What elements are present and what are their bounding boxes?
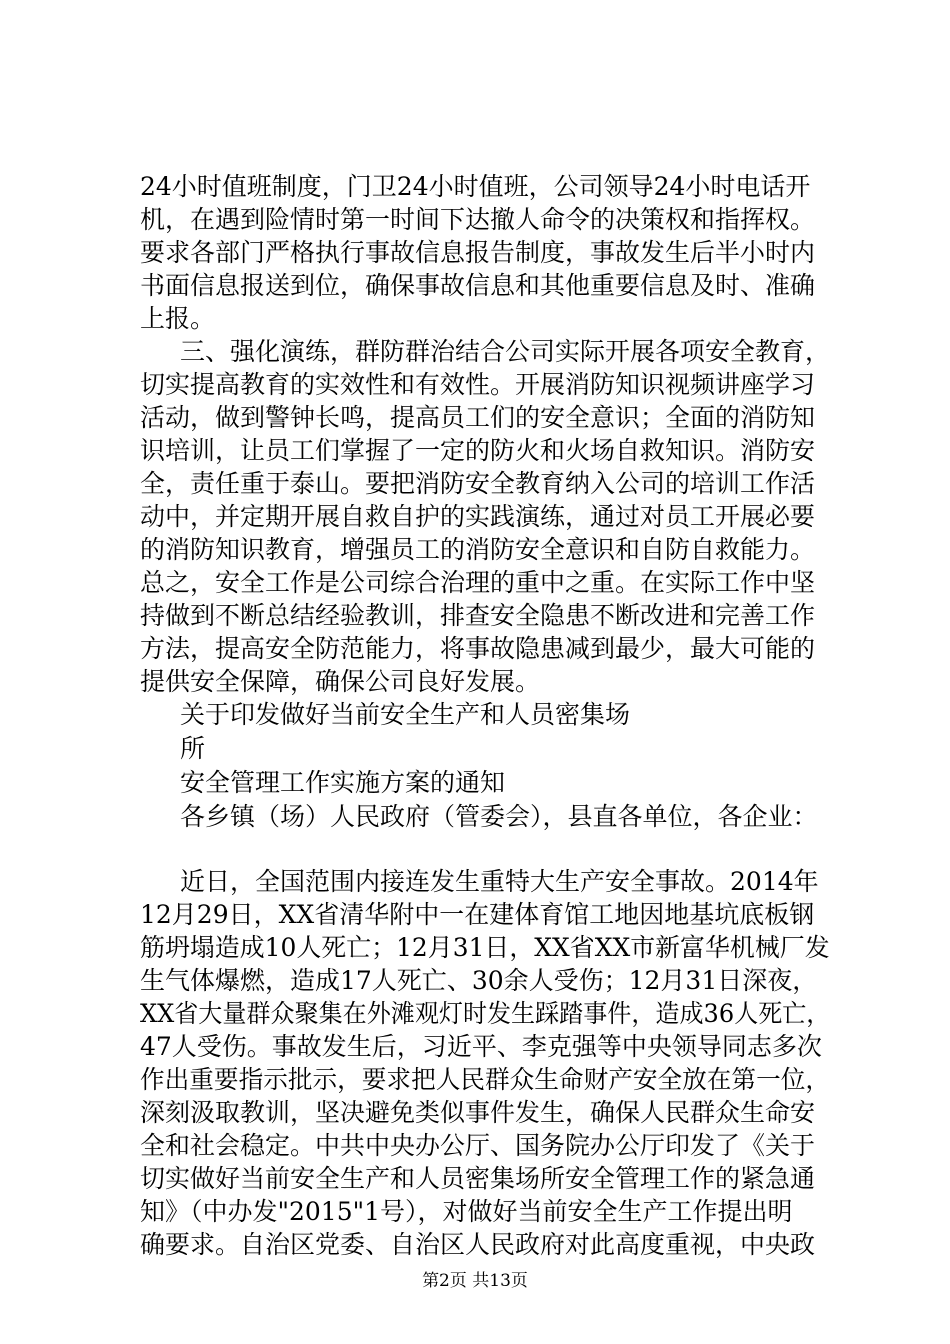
text-line: 要求各部门严格执行事故信息报告制度，事故发生后半小时内 bbox=[140, 238, 816, 267]
page-footer: 第2页 共13页 bbox=[422, 1271, 528, 1291]
text-line: 动中，并定期开展自救自护的实践演练，通过对员工开展必要 bbox=[140, 502, 816, 531]
text-line: 所 bbox=[180, 734, 206, 763]
text-line: 生气体爆燃，造成17人死亡、30余人受伤；12月31日深夜， bbox=[140, 966, 818, 995]
text-line: 全和社会稳定。中共中央办公厅、国务院办公厅印发了《关于 bbox=[140, 1131, 816, 1160]
text-line: 24小时值班制度，门卫24小时值班，公司领导24小时电话开 bbox=[140, 172, 811, 201]
text-line: 深刻汲取教训，坚决避免类似事件发生，确保人民群众生命安 bbox=[140, 1098, 816, 1127]
text-line: 持做到不断总结经验教训，排查安全隐患不断改进和完善工作 bbox=[140, 601, 816, 630]
text-line: 12月29日，XX省清华附中一在建体育馆工地因地基坑底板钢 bbox=[140, 900, 815, 929]
text-line: 切实提高教育的实效性和有效性。开展消防知识视频讲座学习 bbox=[140, 370, 816, 399]
text-line: 书面信息报送到位，确保事故信息和其他重要信息及时、准确 bbox=[140, 271, 816, 300]
text-line: 全，责任重于泰山。要把消防安全教育纳入公司的培训工作活 bbox=[140, 469, 816, 498]
text-line: 活动，做到警钟长鸣，提高员工们的安全意识；全面的消防知 bbox=[140, 403, 816, 432]
text-line: 上报。 bbox=[140, 304, 216, 333]
text-line: 各乡镇（场）人民政府（管委会），县直各单位，各企业： bbox=[180, 802, 818, 831]
text-line: 提供安全保障，确保公司良好发展。 bbox=[140, 667, 541, 696]
text-line: 关于印发做好当前安全生产和人员密集场 bbox=[180, 700, 631, 729]
text-line: 安全管理工作实施方案的通知 bbox=[180, 768, 506, 797]
text-line: 知》（中办发"2015"1号），对做好当前安全生产工作提出明 bbox=[140, 1197, 793, 1226]
text-line: XX省大量群众聚集在外滩观灯时发生踩踏事件，造成36人死亡， bbox=[140, 999, 831, 1028]
text-line: 机，在遇到险情时第一时间下达撤人命令的决策权和指挥权。 bbox=[140, 205, 816, 234]
text-line: 识培训，让员工们掌握了一定的防火和火场自救知识。消防安 bbox=[140, 436, 816, 465]
text-line: 筋坍塌造成10人死亡；12月31日，XX省XX市新富华机械厂发 bbox=[140, 933, 830, 962]
text-line: 确要求。自治区党委、自治区人民政府对此高度重视，中央政 bbox=[140, 1230, 816, 1259]
text-line: 三、强化演练，群防群治结合公司实际开展各项安全教育， bbox=[180, 337, 831, 366]
text-line: 切实做好当前安全生产和人员密集场所安全管理工作的紧急通 bbox=[140, 1164, 816, 1193]
text-line: 的消防知识教育，增强员工的消防安全意识和自防自救能力。 bbox=[140, 535, 816, 564]
text-line: 近日，全国范围内接连发生重特大生产安全事故。2014年 bbox=[180, 867, 819, 896]
text-line: 作出重要指示批示，要求把人民群众生命财产安全放在第一位， bbox=[140, 1065, 831, 1094]
text-line: 总之，安全工作是公司综合治理的重中之重。在实际工作中坚 bbox=[140, 568, 816, 597]
text-line: 方法，提高安全防范能力，将事故隐患减到最少，最大可能的 bbox=[140, 634, 816, 663]
text-line: 47人受伤。事故发生后，习近平、李克强等中央领导同志多次 bbox=[140, 1032, 822, 1061]
